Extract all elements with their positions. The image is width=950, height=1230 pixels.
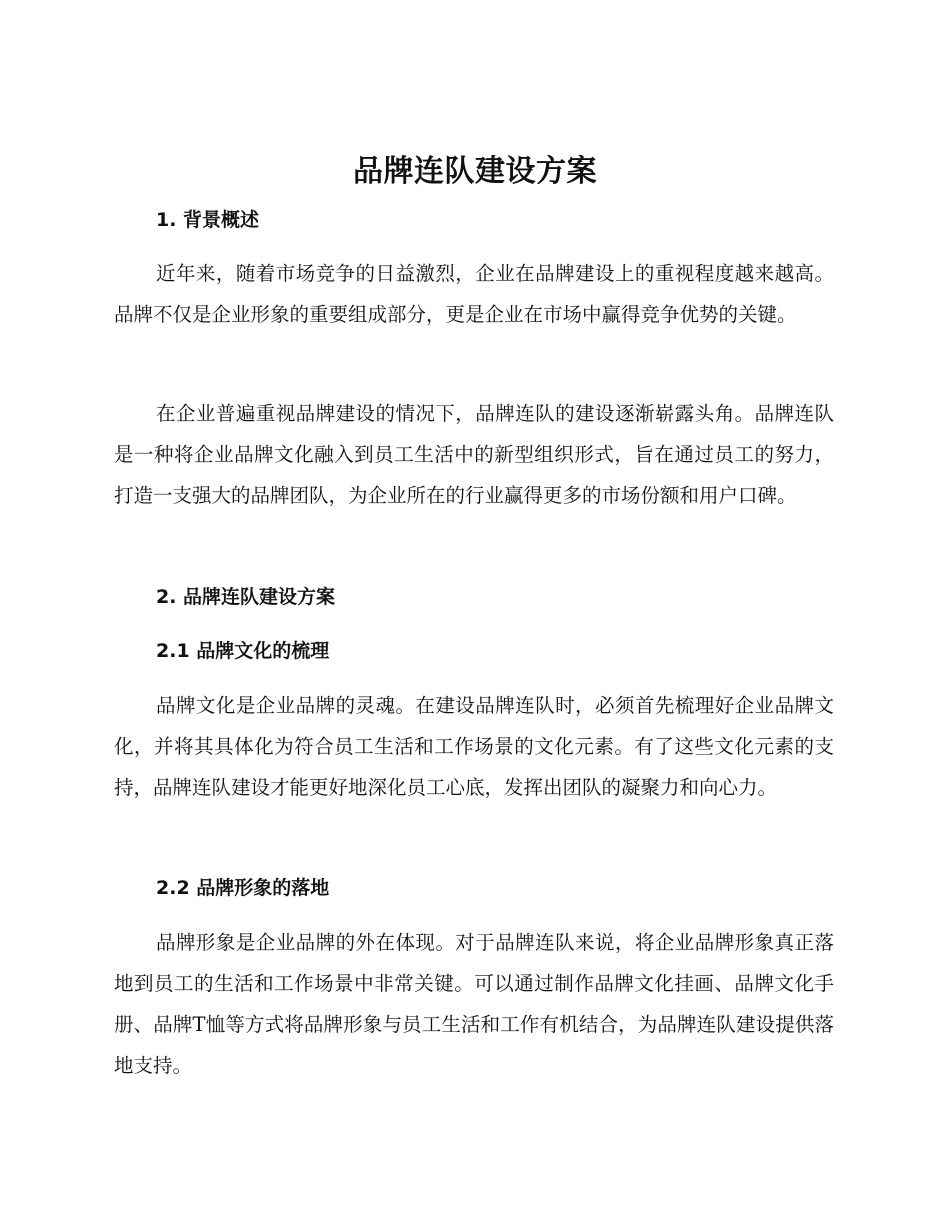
section-heading-brand-culture: 2.1 品牌文化的梳理 bbox=[156, 640, 330, 662]
paragraph-brand-image: 品牌形象是企业品牌的外在体现。对于品牌连队来说，将企业品牌形象真正落地到员工的生活和工作场景中非常关键。可以通过制作品牌文化挂画、品牌文化手册、品牌T恤等方式将品牌形象与员工生活和工作有机结合，为品牌连队建设提供落地支持。 bbox=[114, 931, 834, 1077]
paragraph-brand-culture: 品牌文化是企业品牌的灵魂。在建设品牌连队时，必须首先梳理好企业品牌文化，并将其具体化为符合员工生活和工作场景的文化元素。有了这些文化元素的支持，品牌连队建设才能更好地深化员工心底，发挥出团队的凝聚力和向心力。 bbox=[114, 694, 834, 799]
section-heading-brand-image: 2.2 品牌形象的落地 bbox=[156, 877, 330, 899]
paragraph-background-1: 近年来，随着市场竞争的日益激烈，企业在品牌建设上的重视程度越来越高。品牌不仅是企业形象的重要组成部分，更是企业在市场中赢得竞争优势的关键。 bbox=[114, 262, 834, 326]
section-heading-plan: 2. 品牌连队建设方案 bbox=[156, 586, 336, 608]
paragraph-background-2: 在企业普遍重视品牌建设的情况下，品牌连队的建设逐渐崭露头角。品牌连队是一种将企业品牌文化融入到员工生活中的新型组织形式，旨在通过员工的努力，打造一支强大的品牌团队，为企业所在的行业赢得更多的市场份额和用户口碑。 bbox=[114, 402, 834, 507]
section-heading-background: 1. 背景概述 bbox=[156, 209, 260, 231]
document-title: 品牌连队建设方案 bbox=[353, 154, 597, 189]
